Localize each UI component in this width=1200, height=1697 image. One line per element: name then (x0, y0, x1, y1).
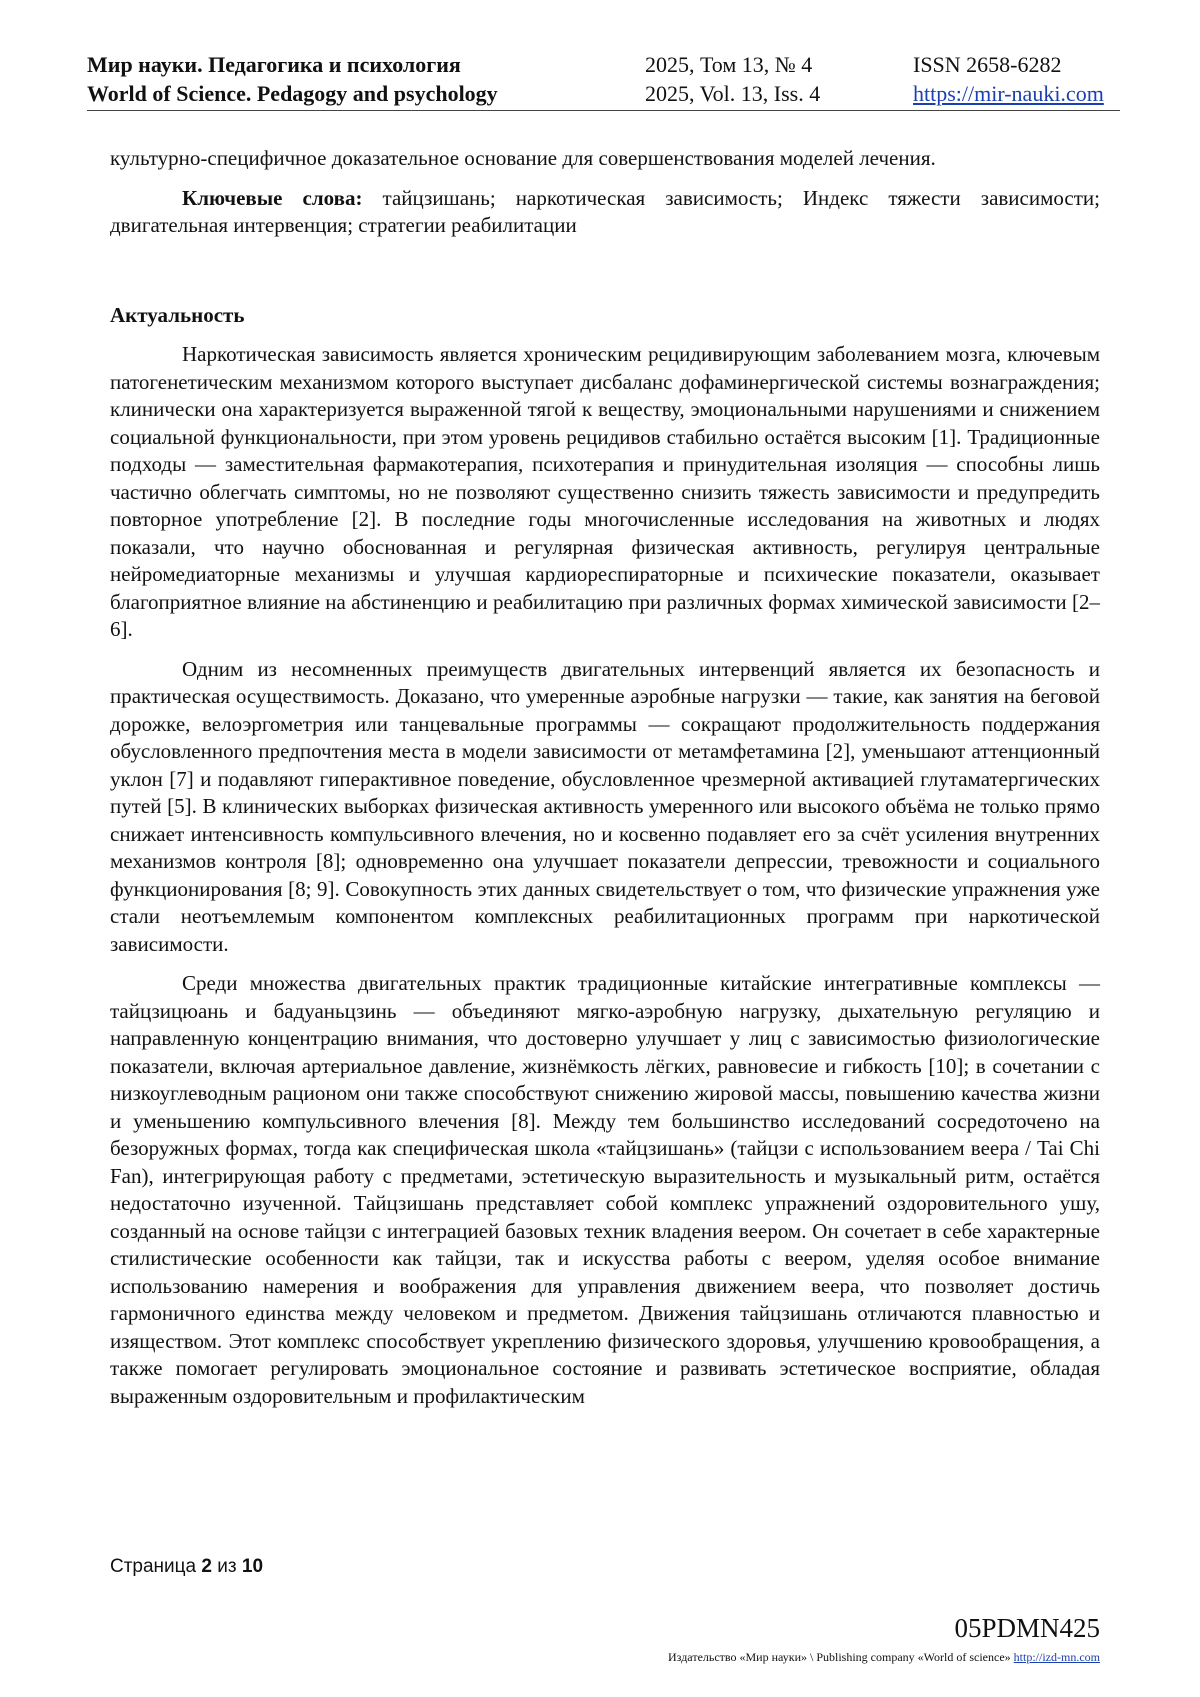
page-header (87, 50, 1120, 111)
keywords-label: Ключевые слова: (182, 185, 363, 210)
article-body (110, 145, 1100, 1410)
keywords-text: тайцзишань; наркотическая зависимость; Индекс тяжести зависимости; двигательная интервенция; стратегии реабилитации (110, 185, 1100, 237)
current-page: 2 (201, 1556, 212, 1577)
issue-info-ru: 2025, Том 13, № 4 (645, 52, 813, 77)
journal-url-link[interactable]: https://mir-nauki.com (913, 81, 1104, 106)
section-title: Актуальность (110, 302, 245, 327)
total-pages: 10 (241, 1556, 264, 1577)
article-code: 05PDMN425 (954, 1613, 1100, 1643)
paragraph-2: Одним из несомненных преимуществ двигательных интервенций является их безопасность и практическая осуществимость. Доказано, что умеренные аэробные нагрузки — такие, как занятия на беговой дорожке, велоэргометрия или танцевальные программы — сокращают продолжительность поддержания обусловленного предпочтения места в модели зависимости от метамфетамина [2], уменьшают аттенционный уклон [7] и подавляют гиперактивное поведение, обусловленное чрезмерной активацией глутаматергических путей [5]. В клинических выборках физическая активность умеренного или высокого объёма не только прямо снижает интенсивность компульсивного влечения, но и косвенно подавляет его за счёт усиления внутренних механизмов контроля [8]; одновременно она улучшает показатели депрессии, тревожности и социального функционирования [8; 9]. Совокупность этих данных свидетельствует о том, что физические упражнения уже стали неотъемлемым компонентом комплексных реабилитационных программ при наркотической зависимости. (110, 656, 1100, 956)
publisher-link[interactable]: http://izd-mn.com (1013, 1650, 1100, 1664)
paragraph-1: Наркотическая зависимость является хроническим рецидивирующим заболеванием мозга, ключевым патогенетическим механизмом которого выступает дисбаланс дофаминергической системы вознаграждения; клинически она характеризуется выраженной тягой к веществу, эмоциональными нарушениями и снижением социальной функциональности, при этом уровень рецидивов стабильно остаётся высоким [1]. Традиционные подходы — заместительная фармакотерапия, психотерапия и принудительная изоляция — способны лишь частично облегчать симптомы, но не позволяют существенно снизить тяжесть зависимости и предупредить повторное употребление [2]. В последние годы многочисленные исследования на животных и людях показали, что научно обоснованная и регулярная физическая активность, регулируя центральные нейромедиаторные механизмы и улучшая кардиореспираторные и психические показатели, оказывает благоприятное влияние на абстиненцию и реабилитацию при различных формах химической зависимости [2–6]. (110, 342, 1100, 641)
journal-title-ru: Мир науки. Педагогика и психология (87, 52, 461, 77)
paragraph-3: Среди множества двигательных практик традиционные китайские интегративные комплексы — тайцзицюань и бадуаньцзинь — объединяют мягко-аэробную нагрузку, дыхательную регуляцию и направленную концентрацию внимания, что достоверно улучшает у лиц с зависимостью физиологические показатели, включая артериальное давление, жизнёмкость лёгких, равновесие и гибкость [10]; в сочетании с низкоуглеводным рационом они также способствуют снижению жировой массы, повышению качества жизни и уменьшению компульсивного влечения [8]. Между тем большинство исследований сосредоточено на безоружных формах, тогда как специфическая школа «тайцзишань» (тайцзи с использованием веера / Tai Chi Fan), интегрирующая работу с предметами, эстетическую выразительность и музыкальный ритм, остаётся недостаточно изученной. Тайцзишань представляет собой комплекс упражнений оздоровительного ушу, созданный на основе тайцзи с интеграцией базовых техник владения веером. Он сочетает в себе характерные стилистические особенности как тайцзи, так и искусства работы с веером, уделяя особое внимание использованию намерения и воображения для управления движением веера, что позволяет достичь гармоничного единства между человеком и предметом. Движения тайцзишань отличаются плавностью и изяществом. Этот комплекс способствует укреплению физического здоровья, улучшению кровообращения, а также помогает регулировать эмоциональное состояние и развивать эстетическое восприятие, обладая выраженным оздоровительным и профилактическим (110, 971, 1100, 1408)
publisher-text: Издательство «Мир науки» \ Publishing company «World of science» (668, 1650, 1014, 1664)
page-number: Страница 2 из 10 (110, 1556, 264, 1577)
keywords (110, 185, 1100, 240)
publisher-line (668, 1650, 1100, 1665)
issn: ISSN 2658-6282 (913, 52, 1062, 77)
journal-title-block (87, 50, 498, 108)
issue-info-block (645, 50, 820, 108)
abstract-continuation: культурно-специфичное доказательное основание для совершенствования моделей лечения. (110, 146, 936, 170)
issue-info-en: 2025, Vol. 13, Iss. 4 (645, 81, 821, 106)
journal-title-en: World of Science. Pedagogy and psychology (87, 81, 498, 106)
issn-block (913, 50, 1104, 108)
